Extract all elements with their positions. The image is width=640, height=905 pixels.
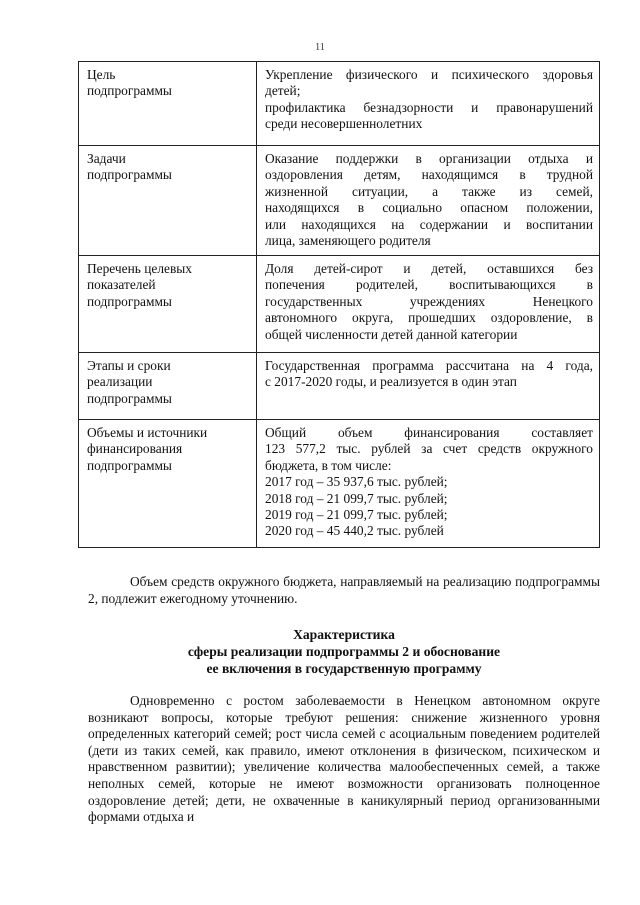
heading-line: Характеристика bbox=[293, 627, 395, 642]
label-line: показателей bbox=[87, 277, 156, 293]
value-line: с 2017-2020 годы, и реализуется в один этап bbox=[265, 374, 517, 390]
row-value bbox=[257, 353, 600, 420]
value-line: Оказание поддержки в организации отдыха и bbox=[265, 151, 593, 166]
row-label bbox=[79, 146, 257, 256]
budget-note-text: Объем средств окружного бюджета, направляемый на реализацию подпрограммы 2, подлежит ежегодному уточнению. bbox=[88, 574, 600, 606]
row-value bbox=[257, 62, 600, 146]
page-number: 11 bbox=[315, 42, 325, 53]
value-line: 2020 год – 45 440,2 тыс. рублей bbox=[265, 523, 444, 539]
label-line: подпрограммы bbox=[87, 293, 172, 309]
value-line: Государственная программа рассчитана на 4 года, bbox=[265, 358, 593, 373]
table-row bbox=[79, 62, 600, 146]
label-line: подпрограммы bbox=[87, 457, 172, 473]
table-row bbox=[79, 256, 600, 353]
value-line: профилактика безнадзорности и правонарушений bbox=[265, 99, 593, 115]
label-line: Цель bbox=[87, 67, 116, 82]
value-line: находящихся в социально опасном положении, bbox=[265, 200, 593, 216]
body-paragraph-text: Одновременно с ростом заболеваемости в Ненецком автономном округе возникают вопросы, которые требуют решения: снижение жизненного уровня определенных категорий семей; рост числа семей с асоциальным поведением родителей (дети из таких семей, как правило, имеют отклонения в физическом, психическом и нравственном развитии); увеличение количества малообеспеченных семей, а также неполных семей, которые не имеют возможности организовать полноценное оздоровление детей; дети, не охваченные в каникулярный период организованными формами отдыха и bbox=[88, 693, 600, 825]
value-line: жизненной ситуации, а также из семей, bbox=[265, 183, 593, 199]
value-line: оздоровления детям, находящимся в трудной bbox=[265, 167, 593, 183]
label-line: Этапы и сроки bbox=[87, 358, 171, 373]
label-line: подпрограммы bbox=[87, 390, 172, 406]
value-line: Укрепление физического и психического здоровья bbox=[265, 67, 593, 82]
row-label bbox=[79, 62, 257, 146]
value-line: государственных учреждениях Ненецкого bbox=[265, 293, 593, 309]
value-line: 123 577,2 тыс. рублей за счет средств окружного bbox=[265, 441, 593, 457]
section-heading bbox=[88, 626, 600, 677]
subprogram-passport-table bbox=[78, 61, 600, 548]
row-label bbox=[79, 353, 257, 420]
value-line: автономного округа, прошедших оздоровление, в bbox=[265, 310, 593, 326]
value-line: среди несовершеннолетних bbox=[265, 116, 423, 132]
row-value bbox=[257, 420, 600, 548]
row-label bbox=[79, 420, 257, 548]
label-line: подпрограммы bbox=[87, 167, 172, 183]
table-row bbox=[79, 146, 600, 256]
table-row bbox=[79, 353, 600, 420]
value-line: 2018 год – 21 099,7 тыс. рублей; bbox=[265, 490, 448, 506]
value-line: бюджета, в том числе: bbox=[265, 457, 392, 473]
label-line: Объемы и источники bbox=[87, 425, 208, 440]
label-line: Перечень целевых bbox=[87, 261, 192, 276]
row-label bbox=[79, 256, 257, 353]
body-paragraph bbox=[88, 693, 600, 826]
value-line: Доля детей-сирот и детей, оставшихся без bbox=[265, 261, 593, 276]
heading-line: сферы реализации подпрограммы 2 и обоснование bbox=[187, 644, 501, 659]
row-value bbox=[257, 256, 600, 353]
value-line: Общий объем финансирования составляет bbox=[265, 425, 593, 440]
value-line: 2019 год – 21 099,7 тыс. рублей; bbox=[265, 507, 448, 523]
label-line: подпрограммы bbox=[87, 83, 172, 99]
value-line: детей; bbox=[265, 83, 301, 99]
label-line: финансирования bbox=[87, 441, 183, 457]
value-line: общей численности детей данной категории bbox=[265, 326, 518, 342]
budget-note bbox=[88, 574, 600, 607]
label-line: Задачи bbox=[87, 151, 126, 166]
label-line: реализации bbox=[87, 374, 153, 390]
value-line: попечения родителей, воспитывающихся в bbox=[265, 277, 593, 293]
value-line: лица, заменяющего родителя bbox=[265, 233, 431, 249]
value-line: 2017 год – 35 937,6 тыс. рублей; bbox=[265, 474, 448, 490]
heading-line: ее включения в государственную программу bbox=[206, 661, 482, 676]
value-line: или находящихся на содержании и воспитании bbox=[265, 216, 593, 232]
table-row bbox=[79, 420, 600, 548]
row-value bbox=[257, 146, 600, 256]
